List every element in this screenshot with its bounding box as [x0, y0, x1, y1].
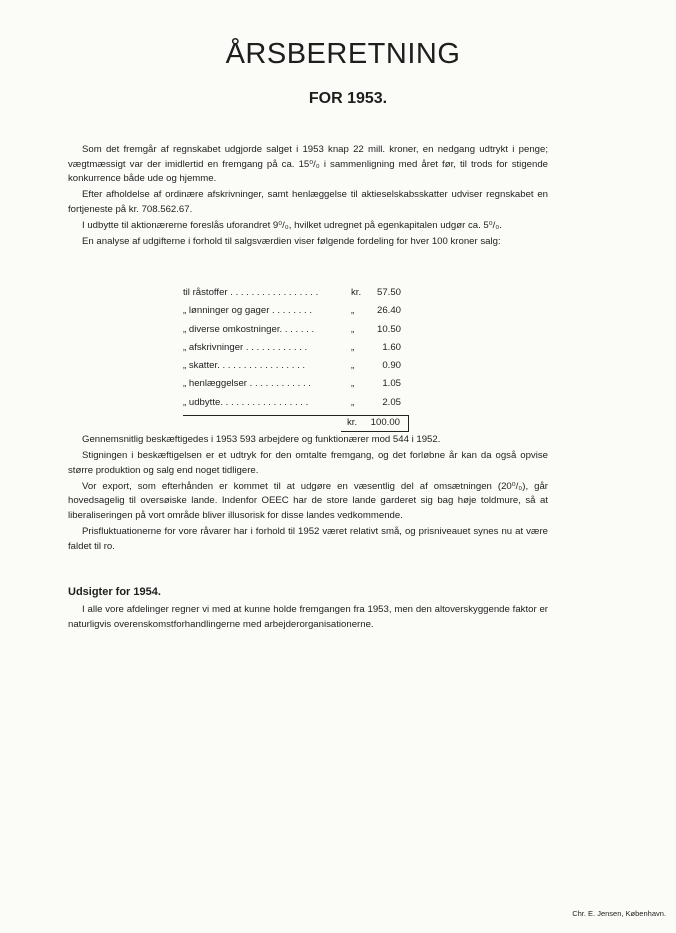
row-amount: 10.50	[376, 323, 401, 335]
row-label: til råstoffer . . . . . . . . . . . . . . . . .	[183, 287, 319, 298]
total-unit: kr.	[347, 417, 358, 429]
row-unit: „	[351, 305, 355, 317]
paragraph-employees: Gennemsnitlig beskæftigedes i 1953 593 arbejdere og funktionærer mod 544 i 1952.	[82, 434, 441, 445]
row-label: „ lønninger og gager . . . . . . . .	[183, 305, 313, 317]
row-unit: „	[351, 341, 355, 353]
table-row	[183, 378, 409, 396]
table-row	[183, 397, 409, 416]
row-unit: „	[351, 396, 355, 408]
row-unit: „	[351, 378, 355, 390]
row-amount: 26.40	[376, 305, 401, 317]
paragraph-sales: Som det fremgår af regnskabet udgjorde salget i 1953 knap 22 mill. kroner, en nedgang udtrykt i penge; vægtmæssigt var der imidlertid en fremgang på ca. 15⁰/₀ i sammenligning med året før, til trods for stigende konkurrence både ude og hjemme.	[68, 144, 548, 185]
row-unit: „	[351, 323, 355, 335]
row-label: „ diverse omkostninger. . . . . . .	[183, 323, 315, 335]
table-total	[341, 416, 409, 432]
total-amount: 100.00	[370, 417, 400, 429]
outlook-heading: Udsigter for 1954.	[68, 586, 161, 598]
paragraph-analysis: En analyse af udgifterne i forhold til salgsværdien viser følgende fordeling for hver 100 kroner salg:	[82, 236, 501, 248]
row-amount: 0.90	[382, 360, 401, 372]
row-amount: 1.05	[382, 378, 401, 390]
expense-distribution-table	[183, 287, 409, 432]
page-title: ÅRSBERETNING	[225, 38, 461, 70]
page-subtitle: FOR 1953.	[308, 90, 388, 107]
paragraph-outlook: I alle vore afdelinger regner vi med at kunne holde fremgangen fra 1953, men den altoverskyggende faktor er naturligvis overenskomstforhandlingerne med arbejderorganisationerne.	[68, 604, 548, 630]
row-label: „ skatter. . . . . . . . . . . . . . . . .	[183, 360, 306, 372]
printer-credit: Chr. E. Jensen, København.	[572, 909, 666, 918]
intro-section	[68, 143, 548, 251]
table-row	[183, 287, 409, 305]
row-label: „ afskrivninger . . . . . . . . . . . .	[183, 341, 308, 353]
row-label: „ henlæggelser . . . . . . . . . . . .	[183, 378, 311, 390]
paragraph-export: Vor export, som efterhånden er kommet til at udgøre en væsentlig del af omsætningen (20⁰/₀), går hovedsagelig til oversøiske lande. Indenfor OEEC har de store lande garderet sig bag høje toldmure, så at liberaliseringen på vort område bliver illusorisk for disse landes vedkommende.	[68, 480, 548, 521]
row-amount: 2.05	[382, 396, 401, 408]
paragraph-dividend: I udbytte til aktionærerne foreslås uforandret 9⁰/₀, hvilket udregnet på egenkapitalen udgør ca. 5⁰/₀.	[82, 219, 502, 231]
row-unit: kr.	[351, 287, 362, 298]
table-row	[183, 305, 409, 323]
paragraph-growth: Stigningen i beskæftigelsen er et udtryk for den omtalte fremgang, og det forløbne år kan da også opvise større produktion og salg end noget tidligere.	[68, 450, 548, 476]
row-amount: 57.50	[376, 287, 401, 298]
main-section	[68, 433, 548, 556]
table-row	[183, 324, 409, 342]
row-amount: 1.60	[382, 341, 401, 353]
table-row	[183, 342, 409, 360]
row-label: „ udbytte. . . . . . . . . . . . . . . . .	[183, 396, 309, 408]
table-row	[183, 360, 409, 378]
paragraph-prices: Prisfluktuationerne for vore råvarer har i forhold til 1952 været relativt små, og prisniveauet synes nu at være faldet til ro.	[68, 526, 548, 552]
row-unit: „	[351, 360, 355, 372]
paragraph-profit: Efter afholdelse af ordinære afskrivninger, samt henlæggelse til aktieselskabsskatter udviser regnskabet en fortjeneste på kr. 708.562.67.	[68, 189, 548, 215]
outlook-section	[68, 603, 548, 632]
